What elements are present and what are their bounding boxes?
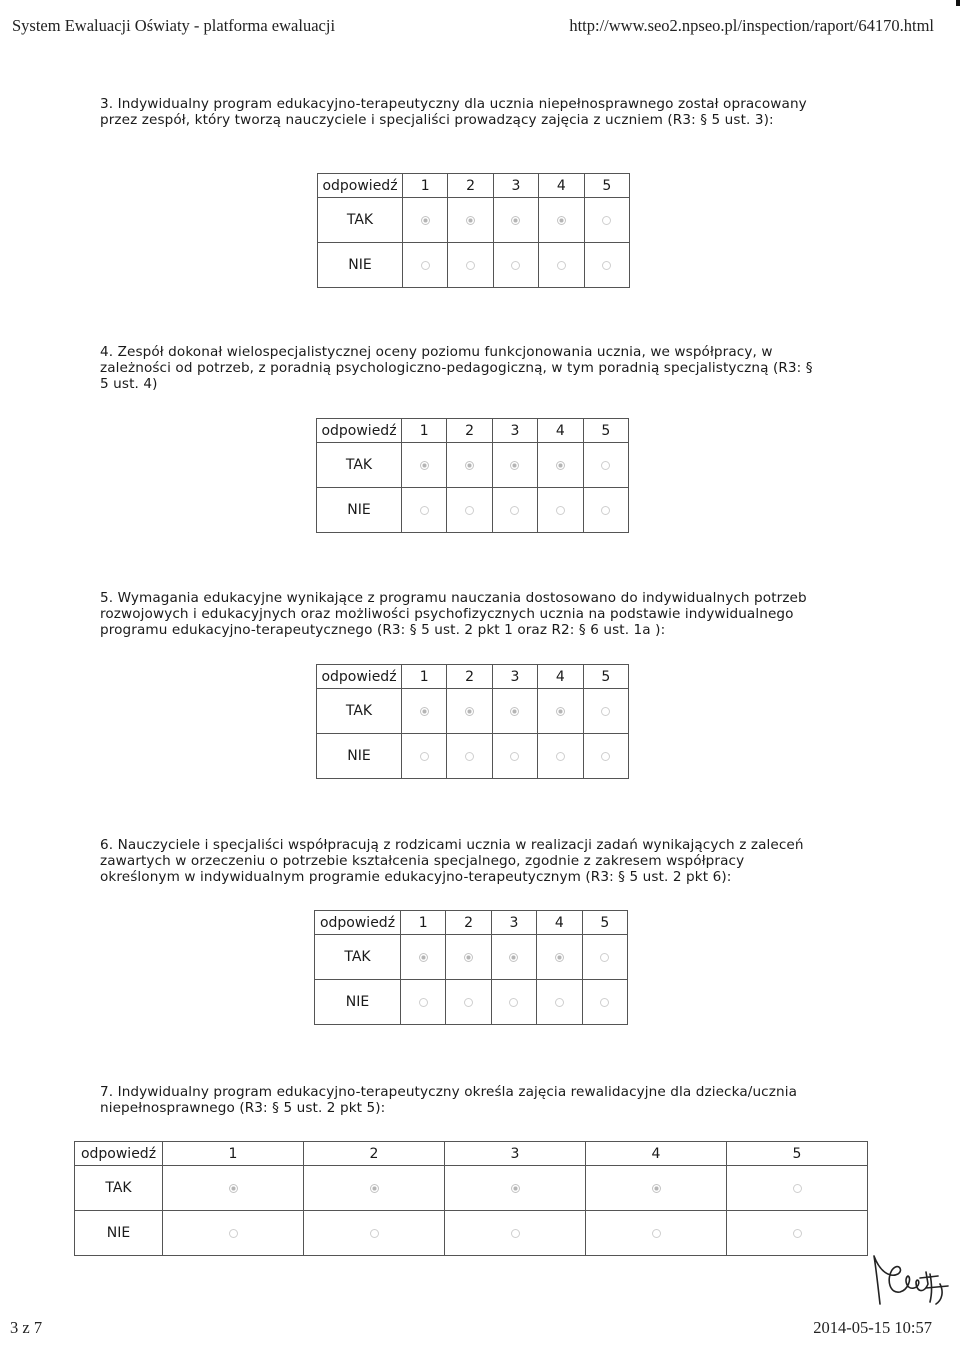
radio-cell[interactable] [448, 243, 493, 288]
col-header-4: 4 [537, 911, 582, 935]
radio-button[interactable] [556, 707, 565, 716]
radio-button[interactable] [465, 707, 474, 716]
radio-button[interactable] [464, 998, 473, 1007]
radio-button[interactable] [556, 461, 565, 470]
radio-cell[interactable] [304, 1211, 445, 1256]
row-nie [318, 243, 630, 288]
radio-cell[interactable] [446, 935, 491, 980]
row-label-tak: TAK [75, 1166, 163, 1211]
radio-button[interactable] [652, 1184, 661, 1193]
answer-header: odpowiedź [315, 911, 401, 935]
radio-cell[interactable] [403, 198, 448, 243]
answer-header: odpowiedź [317, 665, 402, 689]
radio-cell[interactable] [492, 443, 537, 488]
radio-cell[interactable] [586, 1211, 727, 1256]
row-nie [75, 1211, 868, 1256]
col-header-2: 2 [447, 665, 492, 689]
radio-cell[interactable] [583, 734, 628, 779]
col-header-1: 1 [163, 1142, 304, 1166]
radio-cell[interactable] [492, 734, 537, 779]
col-header-4: 4 [538, 665, 583, 689]
question-4-text: 4. Zespół dokonał wielospecjalistycznej oceny poziomu funkcjonowania ucznia, we współpracy, w zależności od potrzeb, z poradnią psychologiczno-pedagogiczną, w tym poradnią specjalistyczną (R3: § 5 ust. 4) [100, 344, 813, 392]
col-header-2: 2 [304, 1142, 445, 1166]
radio-button[interactable] [509, 953, 518, 962]
radio-button[interactable] [511, 1184, 520, 1193]
row-label-nie: NIE [317, 488, 402, 533]
radio-button[interactable] [370, 1229, 379, 1238]
row-nie [317, 488, 629, 533]
radio-cell[interactable] [492, 488, 537, 533]
print-timestamp: 2014-05-15 10:57 [813, 1318, 932, 1337]
col-header-5: 5 [583, 665, 628, 689]
radio-button[interactable] [510, 752, 519, 761]
radio-button[interactable] [370, 1184, 379, 1193]
radio-cell[interactable] [583, 488, 628, 533]
radio-button[interactable] [601, 461, 610, 470]
radio-cell[interactable] [445, 1211, 586, 1256]
radio-button[interactable] [556, 506, 565, 515]
radio-cell[interactable] [582, 980, 627, 1025]
radio-button[interactable] [555, 998, 564, 1007]
question-7-text: 7. Indywidualny program edukacyjno-terapeutyczny określa zajęcia rewalidacyjne dla dziecka/ucznia niepełnosprawnego (R3: § 5 ust. 2 pkt 5): [100, 1084, 797, 1116]
row-tak [318, 198, 630, 243]
radio-cell[interactable] [727, 1166, 868, 1211]
radio-button[interactable] [601, 752, 610, 761]
radio-cell[interactable] [727, 1211, 868, 1256]
radio-button[interactable] [557, 261, 566, 270]
row-label-nie: NIE [318, 243, 403, 288]
radio-cell[interactable] [445, 1166, 586, 1211]
radio-cell[interactable] [583, 443, 628, 488]
col-header-3: 3 [493, 174, 538, 198]
radio-button[interactable] [602, 216, 611, 225]
radio-button[interactable] [652, 1229, 661, 1238]
radio-button[interactable] [510, 461, 519, 470]
row-tak [315, 935, 628, 980]
radio-button[interactable] [466, 216, 475, 225]
radio-button[interactable] [420, 506, 429, 515]
radio-button[interactable] [509, 998, 518, 1007]
radio-cell[interactable] [537, 935, 582, 980]
radio-button[interactable] [511, 216, 520, 225]
col-header-1: 1 [401, 911, 446, 935]
col-header-3: 3 [492, 665, 537, 689]
row-tak [317, 443, 629, 488]
row-label-nie: NIE [317, 734, 402, 779]
radio-cell[interactable] [538, 734, 583, 779]
radio-button[interactable] [465, 506, 474, 515]
radio-cell[interactable] [584, 243, 629, 288]
radio-cell[interactable] [403, 243, 448, 288]
row-label-tak: TAK [318, 198, 403, 243]
row-label-nie: NIE [75, 1211, 163, 1256]
radio-button[interactable] [556, 752, 565, 761]
radio-button[interactable] [557, 216, 566, 225]
row-nie [317, 734, 629, 779]
radio-button[interactable] [420, 461, 429, 470]
radio-cell[interactable] [401, 935, 446, 980]
radio-cell[interactable] [402, 734, 447, 779]
radio-cell[interactable] [584, 198, 629, 243]
col-header-4: 4 [586, 1142, 727, 1166]
radio-button[interactable] [601, 506, 610, 515]
question-5-text: 5. Wymagania edukacyjne wynikające z programu nauczania dostosowano do indywidualnych potrzeb rozwojowych i edukacyjnych oraz możliwości psychofizycznych ucznia na podstawie indywidualnego programu edukacyjno-terapeutycznego (R3: § 5 ust. 2 pkt 1 oraz R2: § 6 ust. 1a ): [100, 590, 807, 638]
col-header-5: 5 [584, 174, 629, 198]
col-header-3: 3 [492, 419, 537, 443]
radio-cell[interactable] [402, 443, 447, 488]
radio-button[interactable] [464, 953, 473, 962]
answer-header: odpowiedź [75, 1142, 163, 1166]
site-title: System Ewaluacji Oświaty - platforma ewaluacji [12, 16, 336, 35]
radio-button[interactable] [465, 461, 474, 470]
radio-cell[interactable] [163, 1211, 304, 1256]
radio-cell[interactable] [586, 1166, 727, 1211]
radio-cell[interactable] [538, 488, 583, 533]
radio-cell[interactable] [402, 689, 447, 734]
row-label-tak: TAK [317, 443, 402, 488]
col-header-5: 5 [582, 911, 627, 935]
radio-cell[interactable] [583, 689, 628, 734]
scan-mark [956, 0, 960, 6]
question-4-table [316, 418, 629, 533]
answer-header: odpowiedź [318, 174, 403, 198]
answer-header: odpowiedź [317, 419, 402, 443]
radio-cell[interactable] [447, 443, 492, 488]
radio-cell[interactable] [447, 734, 492, 779]
col-header-5: 5 [583, 419, 628, 443]
question-3-text: 3. Indywidualny program edukacyjno-terapeutyczny dla ucznia niepełnosprawnego został opracowany przez zespół, który tworzą nauczyciele i specjaliści prowadzący zajęcia z uczniem (R3: § 5 ust. 3): [100, 96, 807, 128]
radio-button[interactable] [602, 261, 611, 270]
radio-cell[interactable] [538, 443, 583, 488]
radio-button[interactable] [421, 261, 430, 270]
radio-button[interactable] [420, 707, 429, 716]
row-tak [317, 689, 629, 734]
radio-cell[interactable] [537, 980, 582, 1025]
col-header-3: 3 [491, 911, 536, 935]
radio-button[interactable] [421, 216, 430, 225]
radio-cell[interactable] [539, 198, 584, 243]
radio-button[interactable] [510, 707, 519, 716]
row-label-tak: TAK [315, 935, 401, 980]
radio-button[interactable] [600, 953, 609, 962]
question-5-table [316, 664, 629, 779]
col-header-4: 4 [539, 174, 584, 198]
page-url[interactable]: http://www.seo2.npseo.pl/inspection/raport/64170.html [569, 16, 934, 35]
page-number: 3 z 7 [10, 1318, 43, 1337]
radio-cell[interactable] [163, 1166, 304, 1211]
radio-cell[interactable] [447, 488, 492, 533]
radio-cell[interactable] [446, 980, 491, 1025]
radio-cell[interactable] [493, 243, 538, 288]
radio-cell[interactable] [538, 689, 583, 734]
radio-cell[interactable] [402, 488, 447, 533]
handwritten-signature [868, 1248, 954, 1310]
radio-cell[interactable] [582, 935, 627, 980]
radio-cell[interactable] [491, 935, 536, 980]
radio-button[interactable] [419, 953, 428, 962]
radio-cell[interactable] [539, 243, 584, 288]
col-header-1: 1 [402, 419, 447, 443]
question-7-table [74, 1141, 868, 1256]
col-header-2: 2 [446, 911, 491, 935]
radio-button[interactable] [555, 953, 564, 962]
radio-button[interactable] [511, 261, 520, 270]
radio-button[interactable] [420, 752, 429, 761]
row-tak [75, 1166, 868, 1211]
row-label-nie: NIE [315, 980, 401, 1025]
radio-button[interactable] [510, 506, 519, 515]
radio-cell[interactable] [304, 1166, 445, 1211]
col-header-2: 2 [448, 174, 493, 198]
radio-button[interactable] [466, 261, 475, 270]
radio-cell[interactable] [447, 689, 492, 734]
col-header-1: 1 [402, 665, 447, 689]
question-3-table [317, 173, 630, 288]
radio-button[interactable] [600, 998, 609, 1007]
col-header-5: 5 [727, 1142, 868, 1166]
radio-button[interactable] [511, 1229, 520, 1238]
radio-cell[interactable] [493, 198, 538, 243]
radio-cell[interactable] [401, 980, 446, 1025]
radio-button[interactable] [601, 707, 610, 716]
radio-cell[interactable] [492, 689, 537, 734]
radio-cell[interactable] [448, 198, 493, 243]
col-header-4: 4 [538, 419, 583, 443]
col-header-3: 3 [445, 1142, 586, 1166]
radio-button[interactable] [793, 1229, 802, 1238]
radio-button[interactable] [419, 998, 428, 1007]
radio-button[interactable] [465, 752, 474, 761]
row-nie [315, 980, 628, 1025]
question-6-table [314, 910, 628, 1025]
radio-cell[interactable] [491, 980, 536, 1025]
row-label-tak: TAK [317, 689, 402, 734]
radio-button[interactable] [793, 1184, 802, 1193]
radio-button[interactable] [229, 1229, 238, 1238]
radio-button[interactable] [229, 1184, 238, 1193]
question-6-text: 6. Nauczyciele i specjaliści współpracują z rodzicami ucznia w realizacji zadań wynikających z zaleceń zawartych w orzeczeniu o potrzebie kształcenia specjalnego, zgodnie z zakresem współpracy określonym w indywidualnym programie edukacyjno-terapeutycznym (R3: § 5 ust. 2 pkt 6): [100, 837, 804, 885]
col-header-1: 1 [403, 174, 448, 198]
col-header-2: 2 [447, 419, 492, 443]
